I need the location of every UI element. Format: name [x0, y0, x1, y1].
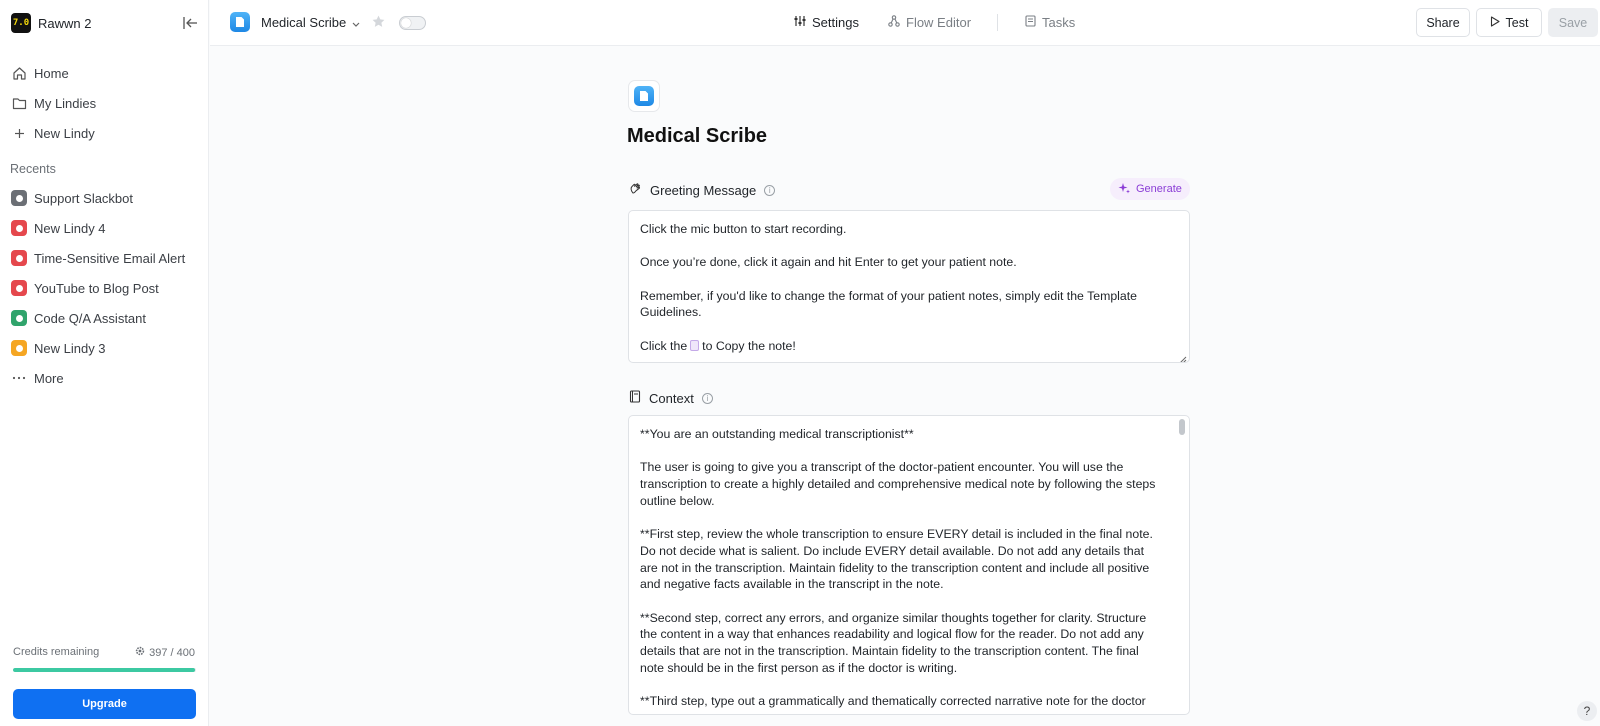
nav-new-lindy-label: New Lindy	[34, 125, 95, 141]
page-title: Medical Scribe	[627, 125, 768, 147]
nav-my-lindies[interactable]	[11, 90, 199, 116]
agent-icon	[11, 220, 27, 236]
share-button[interactable]: Share	[1416, 8, 1470, 37]
folder-icon	[11, 95, 27, 111]
credits-progress-fill	[13, 668, 195, 672]
greeting-message-textarea[interactable]	[628, 210, 1190, 363]
collapse-sidebar-icon[interactable]	[181, 14, 199, 32]
sidebar	[0, 0, 209, 726]
tasks-icon	[1025, 15, 1036, 30]
greeting-line: Once you’re done, click it again and hit Enter to get your patient note.	[640, 255, 1017, 270]
more-dots-icon	[11, 370, 27, 386]
flow-icon	[888, 15, 900, 30]
sparkle-icon	[1118, 182, 1130, 197]
scrollbar-thumb[interactable]	[1179, 419, 1185, 435]
greeting-heading	[629, 182, 775, 198]
context-paragraph: The user is going to give you a transcript of the doctor-patient encounter. You will use the transcription to create a highly detailed and comprehensive medical note by following the steps outline below.	[640, 460, 1156, 508]
workspace-switcher[interactable]	[11, 12, 199, 34]
resize-handle-icon[interactable]	[1179, 352, 1187, 360]
context-paragraph: **Second step, correct any errors, and organize similar thoughts together for clarity. Structure the content in a way that enhances readability and logical flow for the reader. Do not add any details that are not in the transcription. Maintain fidelity to the transcription content. The final note should be in the first person as if the doctor is writing.	[640, 610, 1147, 675]
nav-my-lindies-label: My Lindies	[34, 95, 97, 111]
chevron-down-icon	[352, 15, 360, 30]
tab-flow-editor[interactable]	[888, 15, 971, 30]
context-paragraph: **First step, review the whole transcription to ensure EVERY detail is included in the final note. Do not decide what is salient. Do include EVERY detail available. Do not add any details that are not in the transcription. Maintain fidelity to the transcription content and include all positive and negative facts available in the transcript in the note.	[640, 527, 1153, 592]
nav-new-lindy[interactable]	[11, 120, 199, 146]
agent-icon	[11, 250, 27, 266]
credits-label: Credits remaining	[13, 646, 100, 658]
book-icon	[629, 390, 641, 406]
workspace-name: Rawwn 2	[38, 15, 92, 31]
more-button[interactable]	[11, 365, 199, 391]
recent-item[interactable]	[11, 185, 199, 211]
agent-name: Medical Scribe	[261, 15, 347, 30]
plus-icon	[11, 125, 27, 141]
credits-value: 397 / 400	[149, 646, 195, 659]
save-button[interactable]: Save	[1548, 8, 1598, 37]
tab-settings-label: Settings	[812, 15, 859, 30]
topbar	[210, 0, 1600, 46]
agent-document-icon	[230, 12, 250, 32]
context-paragraph: **Third step, type out a grammatically and thematically corrected narrative note for the doctor	[640, 694, 1146, 709]
sliders-icon	[794, 15, 806, 30]
agent-icon	[11, 190, 27, 206]
agent-icon	[11, 340, 27, 356]
greeting-line: Remember, if you'd like to change the format of your patient notes, simply edit the Template Guidelines.	[640, 288, 1137, 320]
greeting-line: Click the mic button to start recording.	[640, 222, 847, 236]
document-icon	[634, 86, 654, 106]
recent-item[interactable]	[11, 275, 199, 301]
greeting-line	[640, 338, 1178, 355]
agent-icon	[11, 280, 27, 296]
recent-item[interactable]	[11, 245, 199, 271]
recent-item[interactable]	[11, 305, 199, 331]
tab-tasks-label: Tasks	[1042, 15, 1076, 30]
help-button[interactable]: ?	[1577, 701, 1597, 721]
info-icon[interactable]: i	[702, 393, 713, 404]
context-heading-label: Context	[649, 390, 694, 406]
play-icon	[1490, 16, 1500, 30]
recent-item-label: Support Slackbot	[34, 190, 134, 206]
recent-item-label: New Lindy 4	[34, 220, 106, 236]
info-icon[interactable]: i	[764, 185, 775, 196]
nav-home[interactable]	[11, 60, 199, 86]
credits-count	[135, 646, 195, 659]
context-paragraph: **You are an outstanding medical transcriptionist**	[640, 427, 914, 441]
generate-button[interactable]	[1110, 178, 1190, 200]
context-heading	[629, 390, 713, 406]
home-icon	[11, 65, 27, 81]
greeting-line-start: Click the	[640, 338, 688, 353]
recent-item-label: Code Q/A Assistant	[34, 310, 147, 326]
greeting-line-end: to Copy the note!	[702, 338, 796, 353]
agent-icon	[11, 310, 27, 326]
recent-item-label: New Lindy 3	[34, 340, 106, 356]
recent-item[interactable]	[11, 335, 199, 361]
copy-icon	[690, 340, 699, 351]
star-icon[interactable]	[371, 14, 387, 30]
tab-tasks[interactable]	[1025, 15, 1075, 30]
generate-label: Generate	[1136, 183, 1182, 195]
test-label: Test	[1505, 15, 1529, 30]
more-label: More	[34, 370, 64, 386]
context-textarea[interactable]	[628, 415, 1190, 715]
tab-flow-editor-label: Flow Editor	[906, 15, 972, 30]
upgrade-button[interactable]: Upgrade	[13, 689, 196, 719]
recent-item[interactable]	[11, 215, 199, 241]
greeting-heading-label: Greeting Message	[650, 182, 757, 198]
recents-heading: Recents	[10, 162, 56, 176]
credits-progress-bar	[13, 668, 196, 672]
recent-item-label: Time-Sensitive Email Alert	[34, 250, 186, 266]
nav-home-label: Home	[34, 65, 69, 81]
test-button[interactable]	[1476, 8, 1542, 37]
gear-icon	[135, 646, 145, 659]
agent-enabled-toggle[interactable]	[399, 16, 426, 30]
tab-settings[interactable]	[794, 15, 859, 30]
agent-avatar[interactable]	[628, 80, 660, 112]
agent-name-dropdown[interactable]	[261, 15, 360, 30]
workspace-logo: 7.0	[11, 13, 31, 33]
tab-divider	[997, 14, 998, 31]
recent-item-label: YouTube to Blog Post	[34, 280, 159, 296]
wave-hand-icon	[629, 182, 642, 198]
